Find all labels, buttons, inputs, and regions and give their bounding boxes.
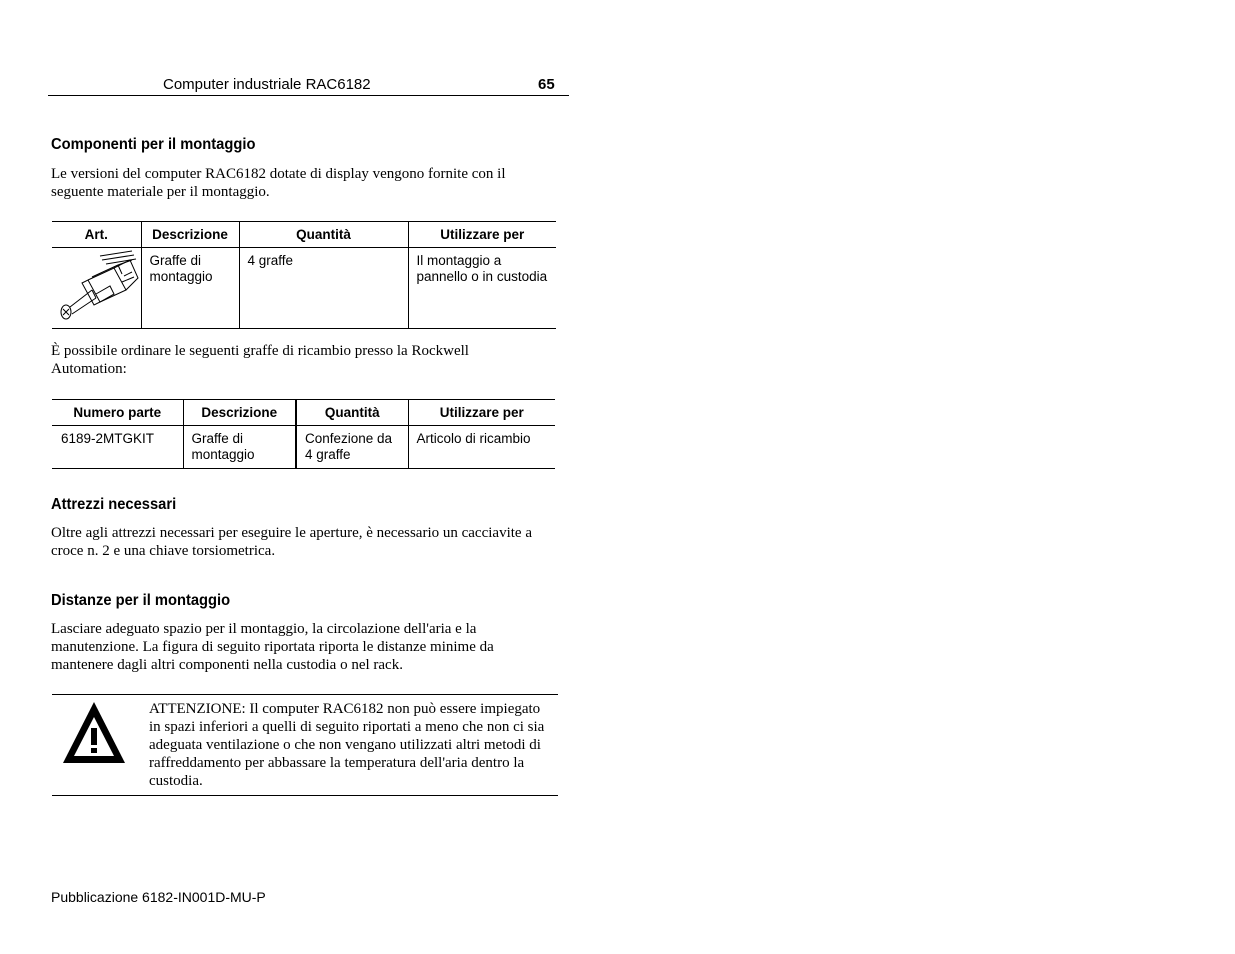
mounting-components-table [52, 221, 556, 329]
mounting-clip-illustration [52, 250, 140, 324]
header-rule [48, 95, 569, 96]
header-title: Computer industriale RAC6182 [163, 76, 371, 93]
spare-parts-table [52, 399, 555, 469]
section-heading-attrezzi: Attrezzi necessari [51, 496, 177, 513]
page-number: 65 [538, 76, 555, 93]
warning-text: ATTENZIONE: Il computer RAC6182 non può essere impiegato in spazi inferiori a quelli di seguito riportati a meno che non ci sia adeguata ventilazione o che non vengano utilizzati altri metodi di raffreddamento per abbassare la temperatura dell'aria dentro la custodia. [149, 701, 545, 789]
mounting-clip-image-cell [52, 248, 141, 329]
section-intro-text: Le versioni del computer RAC6182 dotate di display vengono fornite con il seguente materiale per il montaggio. [51, 166, 506, 200]
section-heading-distanze: Distanze per il montaggio [51, 592, 231, 609]
distanze-text: Lasciare adeguato spazio per il montaggio, la circolazione dell'aria e la manutenzione. La figura di seguito riportata riporta le distanze minime da mantenere dagli altri componenti nella custodia o nel rack. [51, 621, 494, 673]
section-heading-componenti: Componenti per il montaggio [51, 136, 256, 153]
column-header-numero-parte: Numero parte [52, 400, 183, 426]
publication-footer: Pubblicazione 6182-IN001D-MU-P [51, 889, 266, 905]
table-cell-descrizione: Graffe di montaggio [183, 426, 296, 469]
column-header-utilizzare: Utilizzare per [408, 400, 555, 426]
column-header-quantita: Quantità [296, 400, 408, 426]
warning-top-rule [52, 694, 558, 695]
order-text: È possibile ordinare le seguenti graffe di ricambio presso la Rockwell Automation: [51, 343, 469, 377]
table-cell-quantita: 4 graffe [239, 248, 408, 329]
table-cell-quantita: Confezione da 4 graffe [296, 426, 408, 469]
column-header-descrizione: Descrizione [141, 222, 239, 248]
column-header-quantita: Quantità [239, 222, 408, 248]
column-header-utilizzare: Utilizzare per [408, 222, 556, 248]
column-header-art: Art. [52, 222, 141, 248]
column-header-descrizione: Descrizione [183, 400, 296, 426]
warning-bottom-rule [52, 795, 558, 796]
table-cell-numero-parte: 6189-2MTGKIT [52, 426, 183, 469]
warning-icon [61, 700, 127, 766]
attrezzi-text: Oltre agli attrezzi necessari per eseguire le aperture, è necessario un cacciavite a croce n. 2 e una chiave torsiometrica. [51, 525, 532, 559]
table-cell-utilizzare: Articolo di ricambio [408, 426, 555, 469]
table-cell-descrizione: Graffe di montaggio [141, 248, 239, 329]
table-cell-utilizzare: Il montaggio a pannello o in custodia [408, 248, 556, 329]
